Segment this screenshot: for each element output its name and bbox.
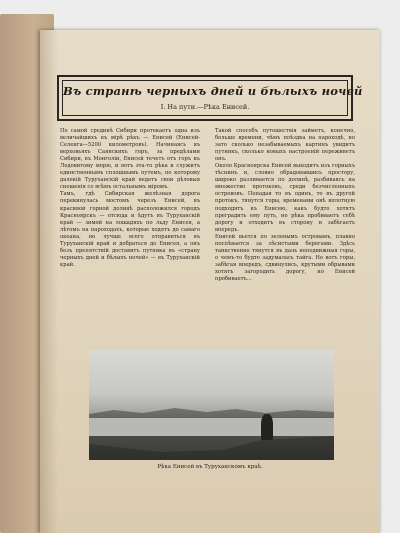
photo-caption: Рѣка Енисей въ Туруханскомъ краѣ. [157,464,263,470]
paragraph: Около Красноярска Енисей выходитъ изъ горныхъ тѣснинъ и, словно обрадовавшись простору, широко разливается по долинѣ, разбиваясь на множество протоковъ, среди безчисленныхъ острововъ. Попадая то въ одинъ, то въ другой протокъ, тянутся горы, временами онѣ вплотную подходятъ къ Енисею, какъ будто хотятъ преградить ему путь, но рѣка пробиваетъ себѣ дорогу и отходитъ въ сторону и забѣгаетъ впередъ. [215,163,355,233]
river-photograph [89,350,334,460]
text-column-right [215,128,355,283]
paragraph: По самой срединѣ Сибири протекаетъ одна изъ величайшихъ въ мірѣ рѣкъ — Енисей (Енисей-Селенга—5200 километровъ). Начинаясь въ верховьяхъ Саянскихъ горъ, за предѣлами Сибири, въ Монголіи, Енисей течетъ отъ горъ къ Ледовитому морю, и вотъ эта-то рѣка и служитъ единственнымъ сплошнымъ путемъ, по которому далекій Туруханскій край ведетъ свои дѣловыя сношенія со всѣмъ остальнымъ міромъ. [60,128,200,191]
article-title: Въ странѣ черныхъ дней и бѣлыхъ ночей [63,84,363,98]
paragraph: Енисей вьется по зеленымъ островамъ, плавно поспѣвается за лѣсистыми берегами. Здѣсь таинственно тянутся въ даль неподвижныя горы, о чемъ-то будто задумалась тайга. Но вотъ горы, забѣгая впередъ, сдвинулись, крутыми обрывами хотятъ загородить дорогу, но Енисей пробиваетъ... [215,233,355,282]
photo-river [89,418,334,436]
article-subtitle: I. На пути.—Рѣка Енисей. [160,103,250,111]
article-header-frame [57,75,363,121]
text-column-left [60,128,200,269]
book-page [40,30,380,533]
photo-tree [261,414,273,440]
article-header-inner-frame [62,80,363,116]
page-gutter-shadow [40,30,58,533]
paragraph: Такой способъ путешествія займетъ, конечно, больше времени, чѣмъ поѣздка на пароходѣ, но зато сколько незабываемыхъ картинъ увидитъ путникъ, сколько новыхъ настроеній переживетъ онъ. [215,128,355,163]
paragraph: Тамъ, гдѣ Сибирская желѣзная дорога перекинулась мостомъ черезъ Енисей, въ красивой горной долинѣ расположился городъ Красноярскъ — отсюда и ѣдутъ въ Туруханскій край — зимой на лошадяхъ по льду Енисея, а лѣтомъ на пароходахъ, которые ходятъ до самаго океана, но лучше всего отправиться въ Туруханскій край и добраться до Енисея, а онъ безъ препятствій доставитъ путника въ «страну черныхъ дней и бѣлыхъ ночей» — въ Туруханскій край. [60,191,200,268]
